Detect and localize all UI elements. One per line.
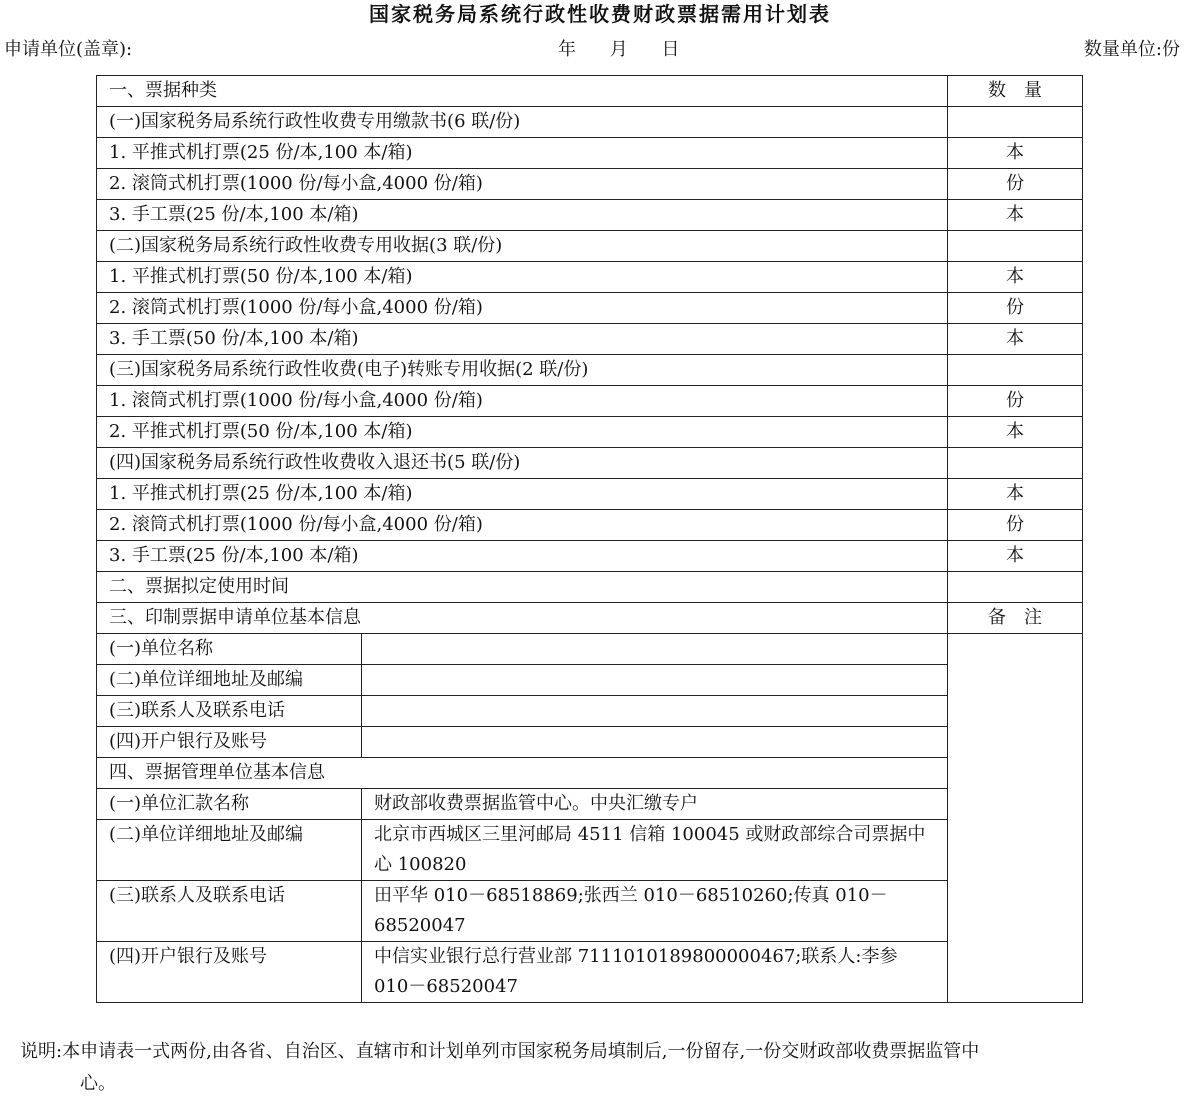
manager-info-value: 北京市西城区三里河邮局 4511 信箱 100045 或财政部综合司票据中心 100820 (362, 820, 948, 881)
item-label: 1. 滚筒式机打票(1000 份/每小盒,4000 份/箱) (97, 386, 948, 417)
quantity-header: 数 量 (948, 76, 1083, 107)
form-title: 国家税务局系统行政性收费财政票据需用计划表 (369, 2, 831, 26)
applicant-name-field[interactable] (362, 634, 948, 665)
manager-info-value: 田平华 010－68518869;张西兰 010－68510260;传真 010－68520047 (362, 881, 948, 942)
group-label: (四)国家税务局系统行政性收费收入退还书(5 联/份) (97, 448, 948, 479)
quantity-unit-cell[interactable]: 本 (948, 541, 1083, 572)
date-label: 年 月 日 (558, 39, 680, 60)
item-row (97, 200, 1083, 231)
section4-title: 四、票据管理单位基本信息 (97, 758, 948, 789)
section1-title: 一、票据种类 (97, 76, 948, 107)
item-label: 3. 手工票(25 份/本,100 本/箱) (97, 200, 948, 231)
quantity-cell[interactable] (948, 355, 1083, 386)
applicant-info-row (97, 634, 1083, 665)
quantity-cell[interactable] (948, 231, 1083, 262)
applicant-info-row (97, 665, 1083, 696)
manager-info-label: (四)开户银行及账号 (97, 942, 362, 1003)
applicant-info-label: (四)开户银行及账号 (97, 727, 362, 758)
item-row (97, 479, 1083, 510)
quantity-unit-cell[interactable]: 本 (948, 262, 1083, 293)
applicant-info-label: (二)单位详细地址及邮编 (97, 665, 362, 696)
item-label: 3. 手工票(25 份/本,100 本/箱) (97, 541, 948, 572)
remark-field[interactable] (948, 634, 1083, 1003)
item-label: 2. 滚筒式机打票(1000 份/每小盒,4000 份/箱) (97, 169, 948, 200)
applicant-info-row (97, 696, 1083, 727)
applicant-info-row (97, 727, 1083, 758)
group-row (97, 231, 1083, 262)
footnote-line-2: 心。 (80, 1073, 116, 1094)
footnote-line-1: 说明:本申请表一式两份,由各省、自治区、直辖市和计划单列市国家税务局填制后,一份留存,一份交财政部收费票据监管中 (20, 1041, 980, 1062)
item-row (97, 510, 1083, 541)
quantity-unit-cell[interactable]: 本 (948, 138, 1083, 169)
plan-table (96, 75, 1083, 1003)
section3-header-row (97, 603, 1083, 634)
section4-header-row (97, 758, 1083, 789)
applicant-info-label: (三)联系人及联系电话 (97, 696, 362, 727)
applicant-address-field[interactable] (362, 665, 948, 696)
group-label: (二)国家税务局系统行政性收费专用收据(3 联/份) (97, 231, 948, 262)
section1-header-row (97, 76, 1083, 107)
applicant-info-label: (一)单位名称 (97, 634, 362, 665)
quantity-unit-cell[interactable]: 份 (948, 510, 1083, 541)
quantity-unit-cell[interactable]: 本 (948, 200, 1083, 231)
usage-time-cell[interactable] (948, 572, 1083, 603)
manager-info-label: (一)单位汇款名称 (97, 789, 362, 820)
quantity-unit-cell[interactable]: 本 (948, 417, 1083, 448)
footnote (20, 1036, 1195, 1100)
item-label: 2. 滚筒式机打票(1000 份/每小盒,4000 份/箱) (97, 293, 948, 324)
quantity-unit-cell[interactable]: 份 (948, 386, 1083, 417)
group-label: (一)国家税务局系统行政性收费专用缴款书(6 联/份) (97, 107, 948, 138)
group-label: (三)国家税务局系统行政性收费(电子)转账专用收据(2 联/份) (97, 355, 948, 386)
section2-title: 二、票据拟定使用时间 (97, 572, 948, 603)
manager-info-value: 中信实业银行总行营业部 7111010189800000467;联系人:李参 010－68520047 (362, 942, 948, 1003)
section2-row (97, 572, 1083, 603)
item-label: 3. 手工票(50 份/本,100 本/箱) (97, 324, 948, 355)
quantity-cell[interactable] (948, 107, 1083, 138)
manager-info-value: 财政部收费票据监管中心。中央汇缴专户 (362, 789, 948, 820)
manager-info-row (97, 789, 1083, 820)
item-label: 2. 滚筒式机打票(1000 份/每小盒,4000 份/箱) (97, 510, 948, 541)
item-label: 2. 平推式机打票(50 份/本,100 本/箱) (97, 417, 948, 448)
quantity-unit-cell[interactable]: 份 (948, 293, 1083, 324)
item-row (97, 541, 1083, 572)
group-row (97, 355, 1083, 386)
quantity-cell[interactable] (948, 448, 1083, 479)
manager-info-row (97, 881, 1083, 942)
item-row (97, 324, 1083, 355)
item-row (97, 169, 1083, 200)
quantity-unit-cell[interactable]: 本 (948, 324, 1083, 355)
manager-info-row (97, 942, 1083, 1003)
item-row (97, 293, 1083, 324)
item-label: 1. 平推式机打票(50 份/本,100 本/箱) (97, 262, 948, 293)
item-row (97, 262, 1083, 293)
section3-title: 三、印制票据申请单位基本信息 (97, 603, 948, 634)
manager-info-label: (三)联系人及联系电话 (97, 881, 362, 942)
quantity-unit-cell[interactable]: 本 (948, 479, 1083, 510)
item-row (97, 138, 1083, 169)
manager-info-label: (二)单位详细地址及邮编 (97, 820, 362, 881)
item-label: 1. 平推式机打票(25 份/本,100 本/箱) (97, 138, 948, 169)
manager-info-row (97, 820, 1083, 881)
applicant-label: 申请单位(盖章): (4, 39, 133, 60)
item-row (97, 417, 1083, 448)
remark-header: 备 注 (948, 603, 1083, 634)
item-label: 1. 平推式机打票(25 份/本,100 本/箱) (97, 479, 948, 510)
group-row (97, 448, 1083, 479)
quantity-unit-label: 数量单位:份 (1083, 39, 1180, 60)
item-row (97, 386, 1083, 417)
applicant-bank-field[interactable] (362, 727, 948, 758)
quantity-unit-cell[interactable]: 份 (948, 169, 1083, 200)
group-row (97, 107, 1083, 138)
applicant-contact-field[interactable] (362, 696, 948, 727)
